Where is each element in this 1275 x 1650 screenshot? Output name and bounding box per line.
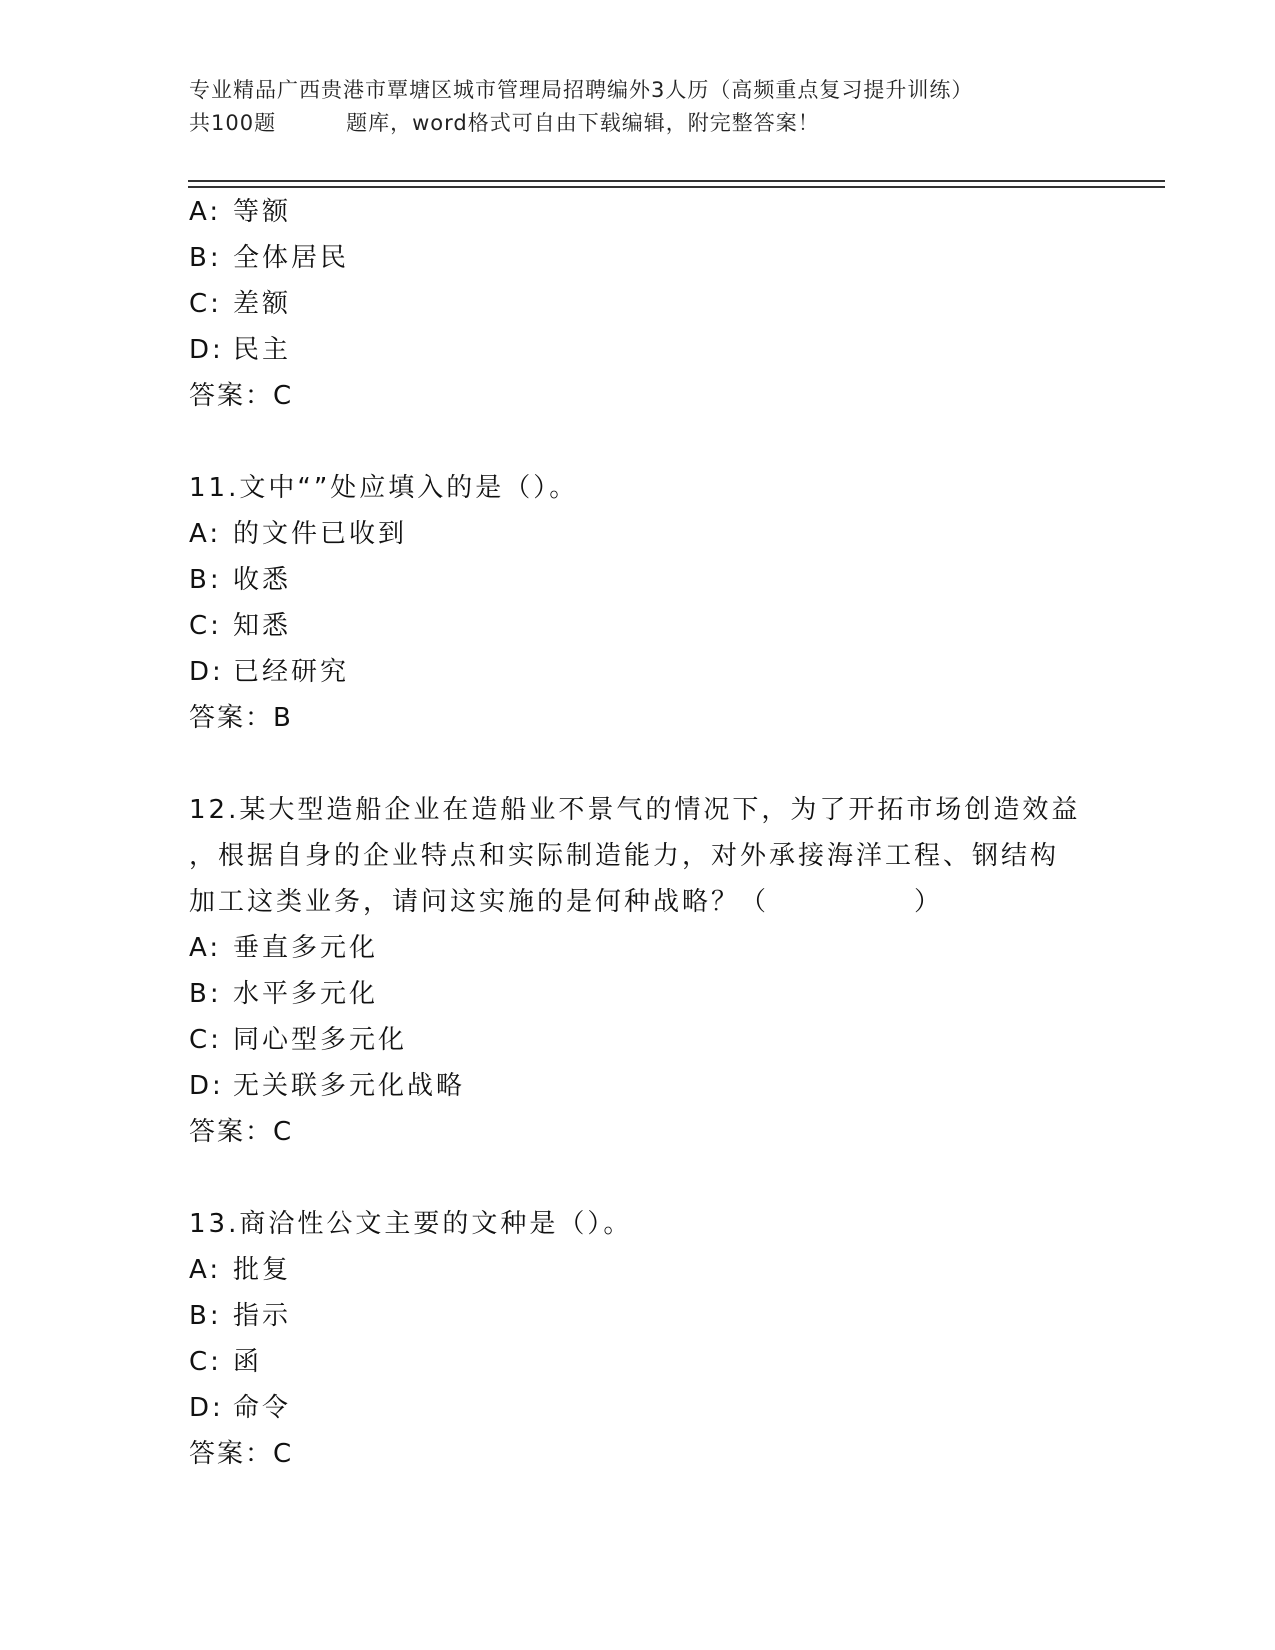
question-block-prev	[189, 189, 1089, 419]
question-block-11	[189, 465, 1089, 741]
option-d: D: 命令	[189, 1393, 292, 1423]
answer-line: 答案：B	[189, 703, 293, 733]
option-b: B: 收悉	[189, 565, 292, 595]
option-d: D: 民主	[189, 335, 292, 365]
header-divider-top	[188, 180, 1165, 182]
document-header	[189, 74, 1089, 140]
option-c: C: 差额	[189, 289, 292, 319]
option-c: C: 函	[189, 1347, 263, 1377]
question-stem-line-3: 加工这类业务，请问这实施的是何种战略？（ ）	[189, 887, 944, 917]
question-stem-line-1: 12.某大型造船企业在造船业不景气的情况下，为了开拓市场创造效益	[189, 795, 1081, 825]
header-description: 题库，word格式可自由下载编辑，附完整答案！	[346, 111, 820, 135]
option-c: C: 同心型多元化	[189, 1025, 408, 1055]
header-question-count: 共100题	[189, 111, 277, 135]
question-stem-line-2: ，根据自身的企业特点和实际制造能力，对外承接海洋工程、钢结构	[189, 841, 1060, 871]
option-b: B: 全体居民	[189, 243, 350, 273]
option-d: D: 已经研究	[189, 657, 350, 687]
option-a: A: 批复	[189, 1255, 292, 1285]
option-a: A: 垂直多元化	[189, 933, 379, 963]
option-b: B: 指示	[189, 1301, 292, 1331]
question-block-13	[189, 1201, 1089, 1477]
header-subtitle-line	[189, 107, 1089, 140]
header-divider-bottom	[188, 186, 1165, 188]
answer-line: 答案：C	[189, 381, 294, 411]
option-d: D: 无关联多元化战略	[189, 1071, 466, 1101]
question-block-12	[189, 787, 1089, 1155]
option-a: A: 的文件已收到	[189, 519, 408, 549]
question-stem: 11.文中“”处应填入的是（）。	[189, 473, 579, 503]
option-a: A: 等额	[189, 197, 292, 227]
option-b: B: 水平多元化	[189, 979, 379, 1009]
question-list	[189, 189, 1089, 1477]
option-c: C: 知悉	[189, 611, 292, 641]
header-title-line: 专业精品广西贵港市覃塘区城市管理局招聘编外3人历（高频重点复习提升训练）	[189, 78, 974, 102]
answer-line: 答案：C	[189, 1439, 294, 1469]
answer-line: 答案：C	[189, 1117, 294, 1147]
question-stem: 13.商洽性公文主要的文种是（）。	[189, 1209, 633, 1239]
